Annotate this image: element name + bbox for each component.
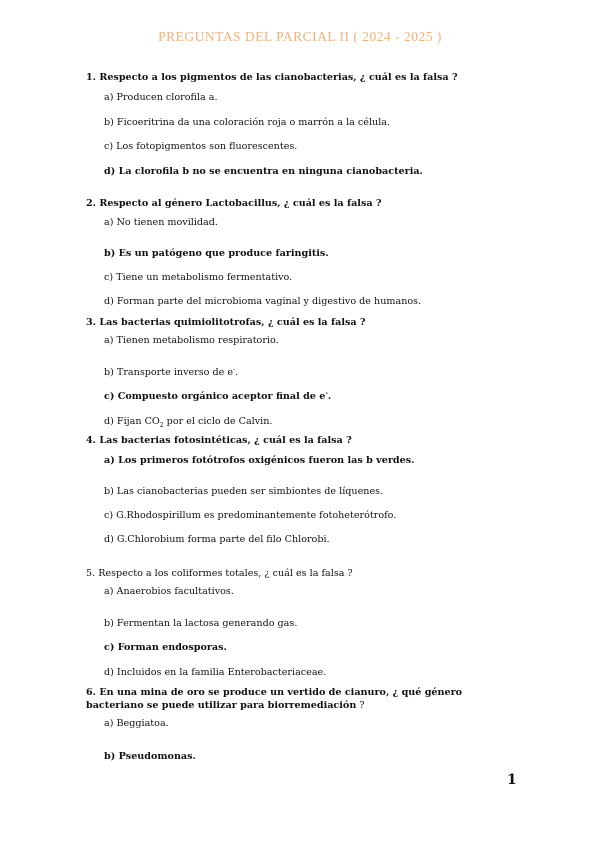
q1-option-a: a) Producen clorofila a.	[104, 92, 218, 103]
question-5: 5. Respecto a los coliformes totales, ¿ cuál es la falsa ?	[86, 568, 353, 579]
question-2: 2. Respecto al género Lactobacillus, ¿ cuál es la falsa ?	[86, 198, 382, 209]
q1-option-c: c) Los fotopigmentos son fluorescentes.	[104, 141, 298, 152]
q5-option-b: b) Fermentan la lactosa generando gas.	[104, 618, 298, 629]
q1-option-d: d) La clorofila b no se encuentra en ninguna cianobacteria.	[104, 166, 423, 177]
question-6: 6. En una mina de oro se produce un vertido de cianuro, ¿ qué género bacteriano se puede utilizar para biorremediación ?	[86, 687, 463, 711]
q4-option-b: b) Las cianobacterias pueden ser simbiontes de líquenes.	[104, 486, 384, 497]
q2-option-c: c) Tiene un metabolismo fermentativo.	[104, 272, 293, 283]
q6-option-b: b) Pseudomonas.	[104, 751, 196, 762]
page-number: 1	[507, 772, 517, 788]
q2-option-a: a) No tienen movilidad.	[104, 217, 218, 228]
q6-option-a: a) Beggiatoa.	[104, 718, 169, 729]
q4-option-a: a) Los primeros fotótrofos oxigénicos fueron las b verdes.	[104, 455, 415, 466]
q2-option-d: d) Forman parte del microbioma vaginal y digestivo de humanos.	[104, 296, 422, 307]
q3-option-c: c) Compuesto orgánico aceptor final de e-.	[104, 389, 332, 402]
question-4: 4. Las bacterias fotosintéticas, ¿ cuál es la falsa ?	[86, 435, 352, 446]
question-1: 1. Respecto a los pigmentos de las cianobacterias, ¿ cuál es la falsa ?	[86, 72, 458, 83]
q2-option-b: b) Es un patógeno que produce faringitis.	[104, 248, 329, 259]
q5-option-d: d) Incluidos en la familia Enterobacteriaceae.	[104, 667, 327, 678]
q5-option-a: a) Anaerobios facultativos.	[104, 586, 234, 597]
question-3: 3. Las bacterias quimiolitotrofas, ¿ cuál es la falsa ?	[86, 317, 366, 328]
q4-option-d: d) G.Chlorobium forma parte del filo Chlorobi.	[104, 534, 330, 545]
q1-option-b: b) Ficoeritrina da una coloración roja o marrón a la célula.	[104, 117, 391, 128]
q5-option-c: c) Forman endosporas.	[104, 642, 227, 653]
q3-option-b: b) Transporte inverso de e-.	[104, 365, 239, 378]
q3-option-a: a) Tienen metabolismo respiratorio.	[104, 335, 279, 346]
q3-option-d: d) Fijan $CO_2$ por el ciclo de Calvin.	[104, 416, 273, 429]
page-title: PREGUNTAS DEL PARCIAL II ( 2024 - 2025 )	[158, 29, 442, 44]
q4-option-c: c) G.Rhodospirillum es predominantemente fotoheterótrofo.	[104, 510, 397, 521]
